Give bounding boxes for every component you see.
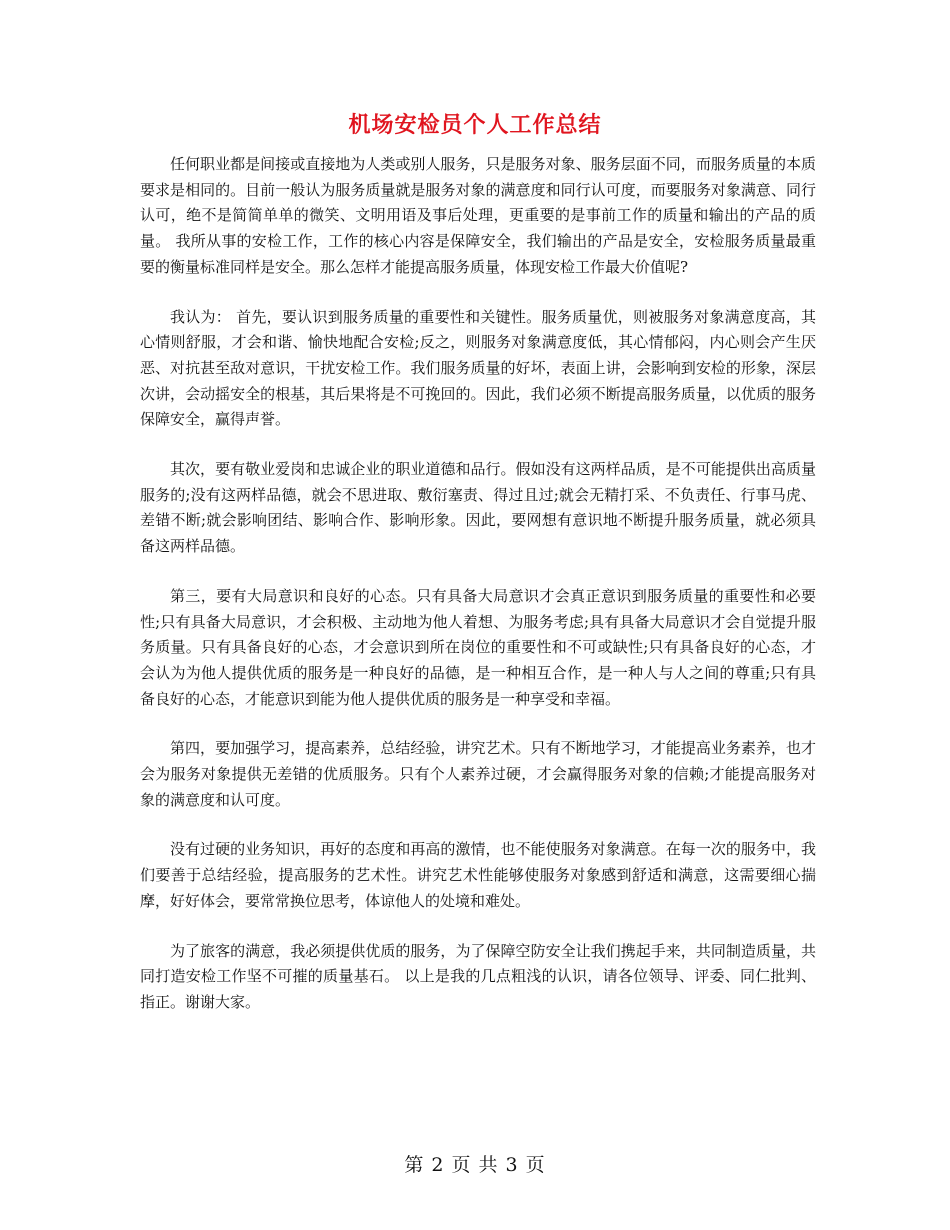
paragraph-6: 没有过硬的业务知识，再好的态度和再高的激情，也不能使服务对象满意。在每一次的服务中，我们要善于总结经验，提高服务的艺术性。讲究艺术性能够使服务对象感到舒适和满意，这需要细心揣摩，好好体会，要常常换位思考，体谅他人的处境和难处。 [140, 840, 816, 910]
paragraph-7: 为了旅客的满意，我必须提供优质的服务，为了保障空防安全让我们携起手来，共同制造质量，共同打造安检工作坚不可摧的质量基石。 以上是我的几点粗浅的认识，请各位领导、评委、同仁批判、指正。谢谢大家。 [140, 941, 816, 1011]
paragraph-4: 第三，要有大局意识和良好的心态。只有具备大局意识才会真正意识到服务质量的重要性和必要性;只有具备大局意识，才会积极、主动地为他人着想、为服务考虑;具有具备大局意识才会自觉提升服务质量。只有具备良好的心态，才会意识到所在岗位的重要性和不可或缺性;只有具备良好的心态，才会认为为他人提供优质的服务是一种良好的品德，是一种相互合作，是一种人与人之间的尊重;只有具备良好的心态，才能意识到能为他人提供优质的服务是一种享受和幸福。 [140, 586, 816, 708]
paragraph-3: 其次，要有敬业爱岗和忠诚企业的职业道德和品行。假如没有这两样品质，是不可能提供出高质量服务的;没有这两样品德，就会不思进取、敷衍塞责、得过且过;就会无精打采、不负责任、行事马虎、差错不断;就会影响团结、影响合作、影响形象。因此，要网想有意识地不断提升服务质量，就必须具备这两样品德。 [140, 460, 816, 556]
page-number: 第 2 页 共 3 页 [404, 1154, 546, 1176]
paragraph-5: 第四，要加强学习，提高素养，总结经验，讲究艺术。只有不断地学习，才能提高业务素养，也才会为服务对象提供无差错的优质服务。只有个人素养过硬，才会赢得服务对象的信赖;才能提高服务对象的满意度和认可度。 [140, 739, 816, 809]
document-body [140, 152, 816, 1040]
paragraph-1: 任何职业都是间接或直接地为人类或别人服务，只是服务对象、服务层面不同，而服务质量的本质要求是相同的。目前一般认为服务质量就是服务对象的满意度和同行认可度，而要服务对象满意、同行认可，绝不是简简单单的微笑、文明用语及事后处理，更重要的是事前工作的质量和输出的产品的质量。 我所从事的安检工作，工作的核心内容是保障安全，我们输出的产品是安全，安检服务质量最重要的衡量标准同样是安全。那么怎样才能提高服务质量，体现安检工作最大价值呢? [140, 155, 816, 276]
paragraph-2: 我认为： 首先，要认识到服务质量的重要性和关键性。服务质量优，则被服务对象满意度高，其心情则舒服，才会和谐、愉快地配合安检;反之，则服务对象满意度低，其心情郁闷，内心则会产生厌恶、对抗甚至敌对意识，干扰安检工作。我们服务质量的好坏，表面上讲，会影响到安检的形象，深层次讲，会动摇安全的根基，其后果将是不可挽回的。因此，我们必须不断提高服务质量，以优质的服务保障安全，赢得声誉。 [140, 307, 816, 429]
document-title: 机场安检员个人工作总结 [348, 112, 602, 138]
